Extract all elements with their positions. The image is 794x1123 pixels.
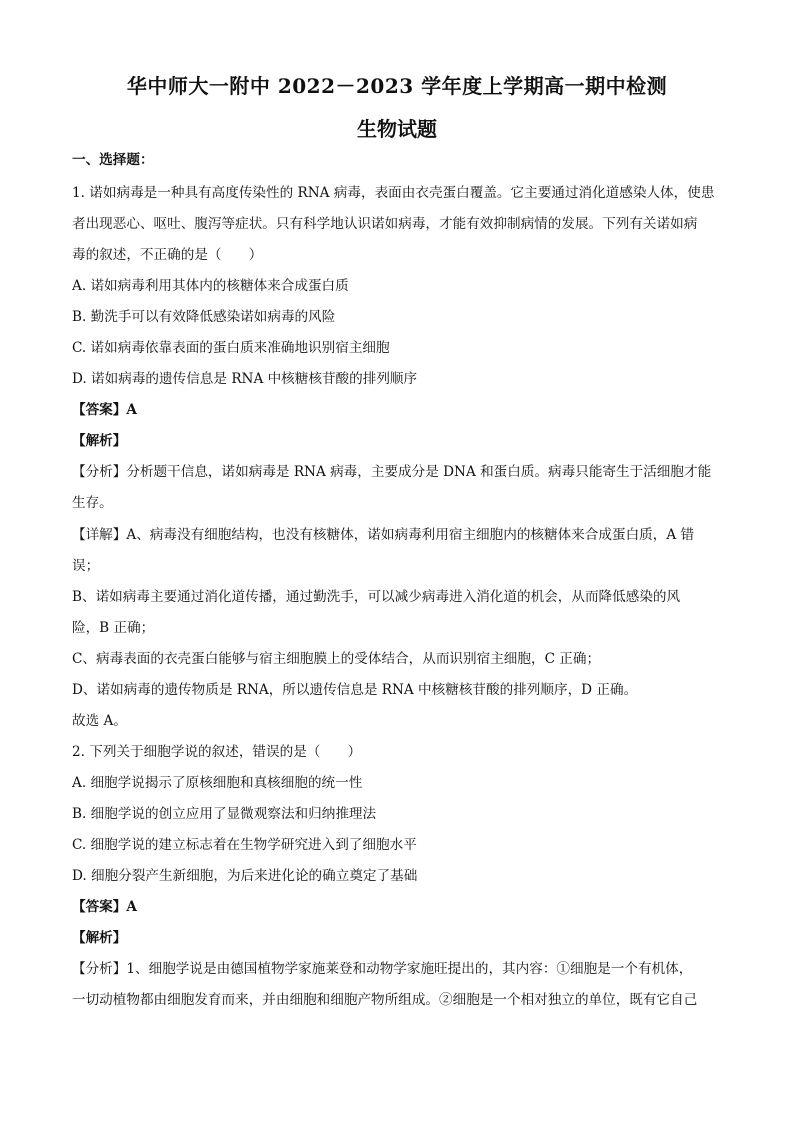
q1-option-a: A. 诺如病毒利用其体内的核糖体来合成蛋白质	[72, 278, 349, 294]
q1-analysis-heading: 【解析】	[72, 433, 127, 449]
q1-stem-line-2: 者出现恶心、呕吐、腹泻等症状。只有科学地认识诺如病毒，才能有效抑制病情的发展。下列有关诺如病	[72, 216, 698, 232]
q1-b-line-1: B、诺如病毒主要通过消化道传播，通过勤洗手，可以减少病毒进入消化道的机会，从而降低感染的风	[72, 589, 681, 605]
q2-option-d: D. 细胞分裂产生新细胞，为后来进化论的确立奠定了基础	[72, 868, 418, 884]
q2-option-b: B. 细胞学说的创立应用了显微观察法和归纳推理法	[72, 806, 377, 822]
q1-fenxi-line-1: 【分析】分析题干信息，诺如病毒是 RNA 病毒，主要成分是 DNA 和蛋白质。病毒只能寄生于活细胞才能	[72, 464, 712, 480]
q2-answer: 【答案】A	[72, 899, 137, 915]
q1-stem-line-3: 毒的叙述，不正确的是（ ）	[72, 247, 263, 263]
page-title: 华中师大一附中 2022－2023 学年度上学期高一期中检测	[126, 74, 668, 98]
q1-b-line-2: 险，B 正确；	[72, 620, 155, 636]
page-subtitle: 生物试题	[357, 117, 437, 141]
q2-fenxi-line-1: 【分析】1、细胞学说是由德国植物学家施莱登和动物学家施旺提出的，其内容：①细胞是一个有机体，	[72, 961, 693, 977]
q1-xiangjie-line-1: 【详解】A、病毒没有细胞结构，也没有核糖体，诺如病毒利用宿主细胞内的核糖体来合成蛋白质，A 错	[72, 527, 695, 543]
q1-answer: 【答案】A	[72, 402, 137, 418]
q1-option-c: C. 诺如病毒依靠表面的蛋白质来准确地识别宿主细胞	[72, 340, 390, 356]
q2-option-c: C. 细胞学说的建立标志着在生物学研究进入到了细胞水平	[72, 837, 417, 853]
q2-fenxi-line-2: 一切动植物都由细胞发育而来，并由细胞和细胞产物所组成。②细胞是一个相对独立的单位，既有它自己	[72, 992, 698, 1008]
q1-conclusion: 故选 A。	[72, 713, 127, 729]
q2-stem: 2. 下列关于细胞学说的叙述，错误的是（ ）	[72, 744, 362, 760]
q2-analysis-heading: 【解析】	[72, 930, 127, 946]
q1-fenxi-line-2: 生存。	[72, 495, 113, 511]
q2-option-a: A. 细胞学说揭示了原核细胞和真核细胞的统一性	[72, 775, 363, 791]
q1-xiangjie-line-2: 误；	[72, 558, 100, 574]
q1-stem-line-1: 1. 诺如病毒是一种具有高度传染性的 RNA 病毒，表面由衣壳蛋白覆盖。它主要通过消化道感染人体，使患	[72, 185, 715, 201]
section-heading: 一、选择题：	[72, 152, 154, 168]
q1-d-line: D、诺如病毒的遗传物质是 RNA，所以遗传信息是 RNA 中核糖核苷酸的排列顺序，D 正确。	[72, 682, 638, 698]
q1-option-b: B. 勤洗手可以有效降低感染诺如病毒的风险	[72, 309, 336, 325]
q1-option-d: D. 诺如病毒的遗传信息是 RNA 中核糖核苷酸的排列顺序	[72, 371, 418, 387]
q1-c-line: C、病毒表面的衣壳蛋白能够与宿主细胞膜上的受体结合，从而识别宿主细胞，C 正确；	[72, 651, 601, 667]
